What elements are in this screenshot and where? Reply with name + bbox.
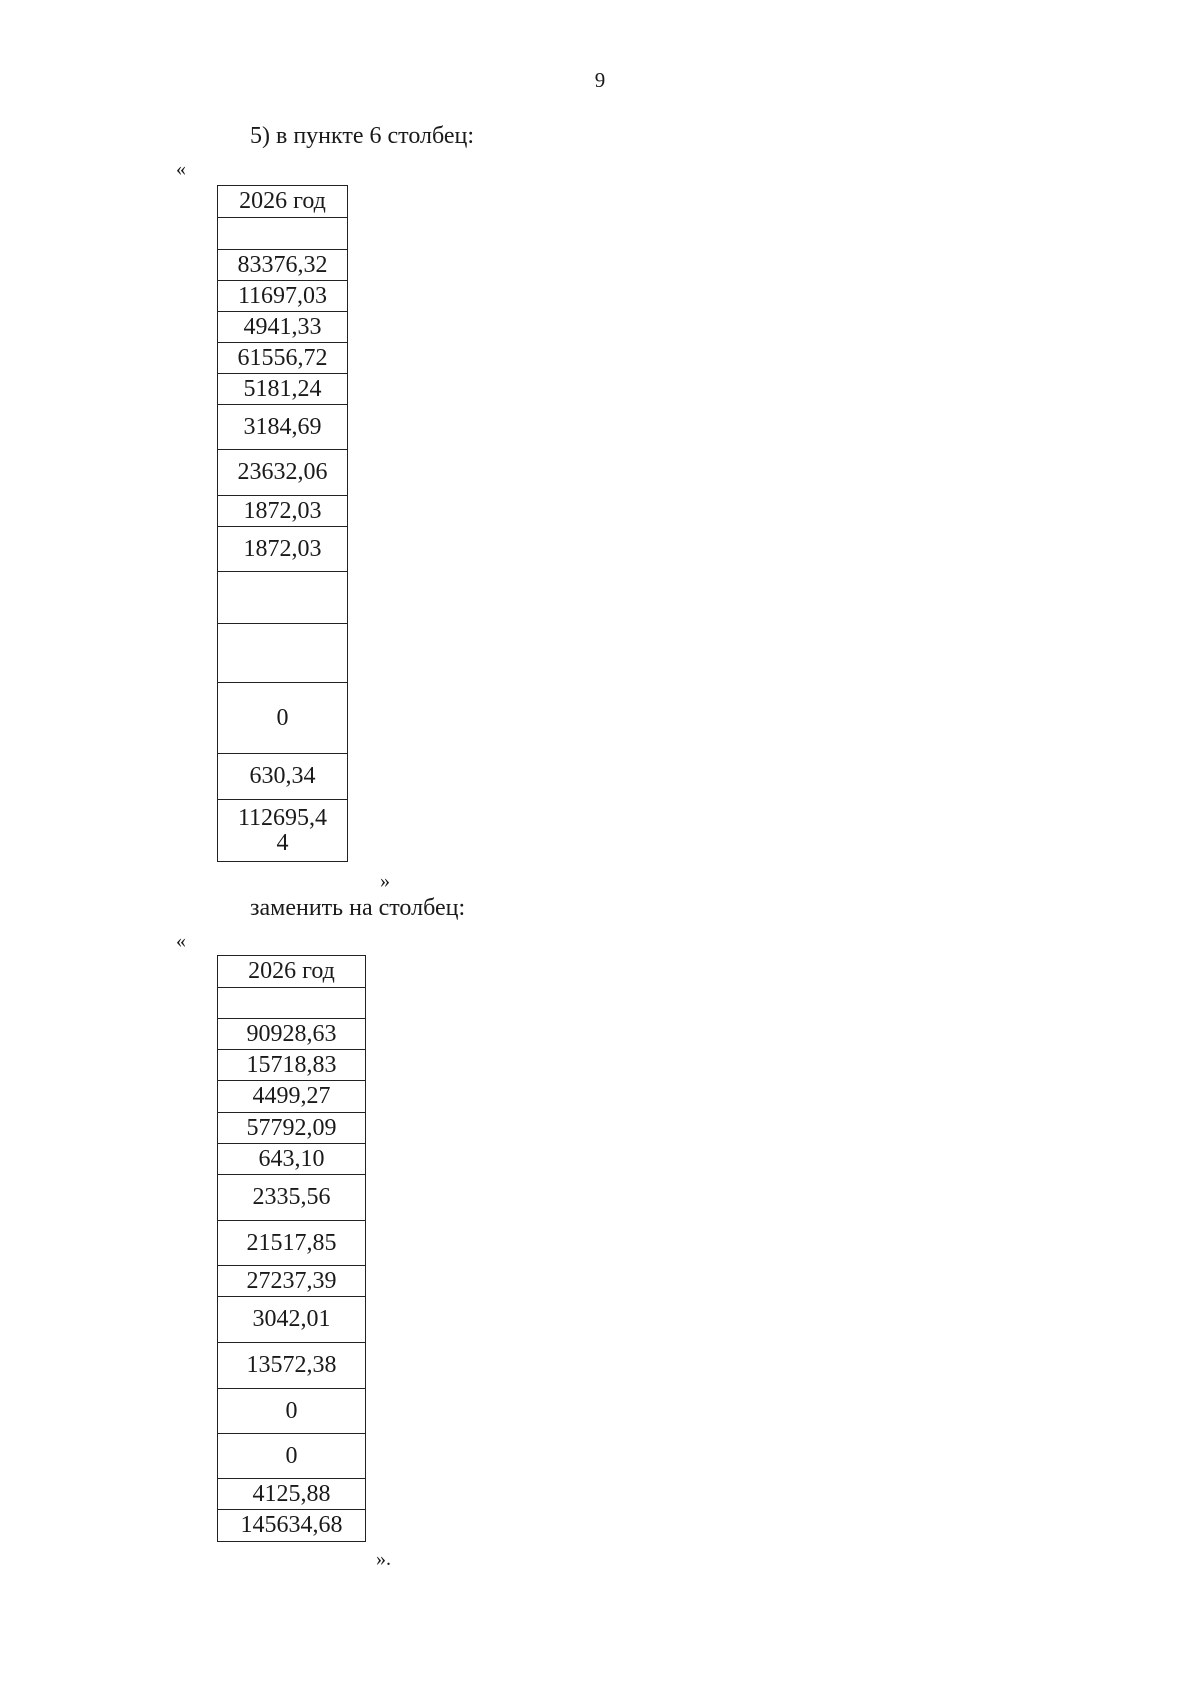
table-cell: 57792,09 xyxy=(218,1113,366,1144)
table-cell: 4125,88 xyxy=(218,1479,366,1510)
table-cell: 145634,68 xyxy=(218,1510,366,1542)
table-cell: 61556,72 xyxy=(218,343,348,374)
table-cell xyxy=(218,572,348,624)
table-cell: 0 xyxy=(218,683,348,754)
close-quote-new: ». xyxy=(376,1548,391,1570)
table-cell: 0 xyxy=(218,1434,366,1479)
table-cell: 630,34 xyxy=(218,754,348,800)
table-cell: 23632,06 xyxy=(218,450,348,496)
table-cell: 5181,24 xyxy=(218,374,348,405)
table-cell: 0 xyxy=(218,1389,366,1434)
new-column-header: 2026 год xyxy=(218,956,366,988)
table-cell xyxy=(218,218,348,250)
table-cell: 15718,83 xyxy=(218,1050,366,1081)
intro-text: 5) в пункте 6 столбец: xyxy=(250,123,475,149)
table-cell: 112695,4 4 xyxy=(218,800,348,862)
table-cell: 90928,63 xyxy=(218,1019,366,1050)
old-column-table xyxy=(217,185,348,862)
old-column-header: 2026 год xyxy=(218,186,348,218)
open-quote-new: « xyxy=(176,930,186,952)
table-cell: 3184,69 xyxy=(218,405,348,450)
table-cell: 2335,56 xyxy=(218,1175,366,1221)
close-quote-old: » xyxy=(380,870,390,892)
table-cell xyxy=(218,988,366,1019)
page-number: 9 xyxy=(594,68,606,92)
table-cell xyxy=(218,624,348,683)
replace-text: заменить на столбец: xyxy=(250,895,466,921)
table-cell: 1872,03 xyxy=(218,527,348,572)
table-cell: 21517,85 xyxy=(218,1221,366,1266)
new-column-table xyxy=(217,955,366,1542)
open-quote-old: « xyxy=(176,158,186,180)
table-cell: 13572,38 xyxy=(218,1343,366,1389)
table-cell: 4499,27 xyxy=(218,1081,366,1113)
table-cell: 1872,03 xyxy=(218,496,348,527)
table-cell: 4941,33 xyxy=(218,312,348,343)
table-cell: 27237,39 xyxy=(218,1266,366,1297)
table-cell: 3042,01 xyxy=(218,1297,366,1343)
table-cell: 83376,32 xyxy=(218,250,348,281)
table-cell: 11697,03 xyxy=(218,281,348,312)
table-cell: 643,10 xyxy=(218,1144,366,1175)
